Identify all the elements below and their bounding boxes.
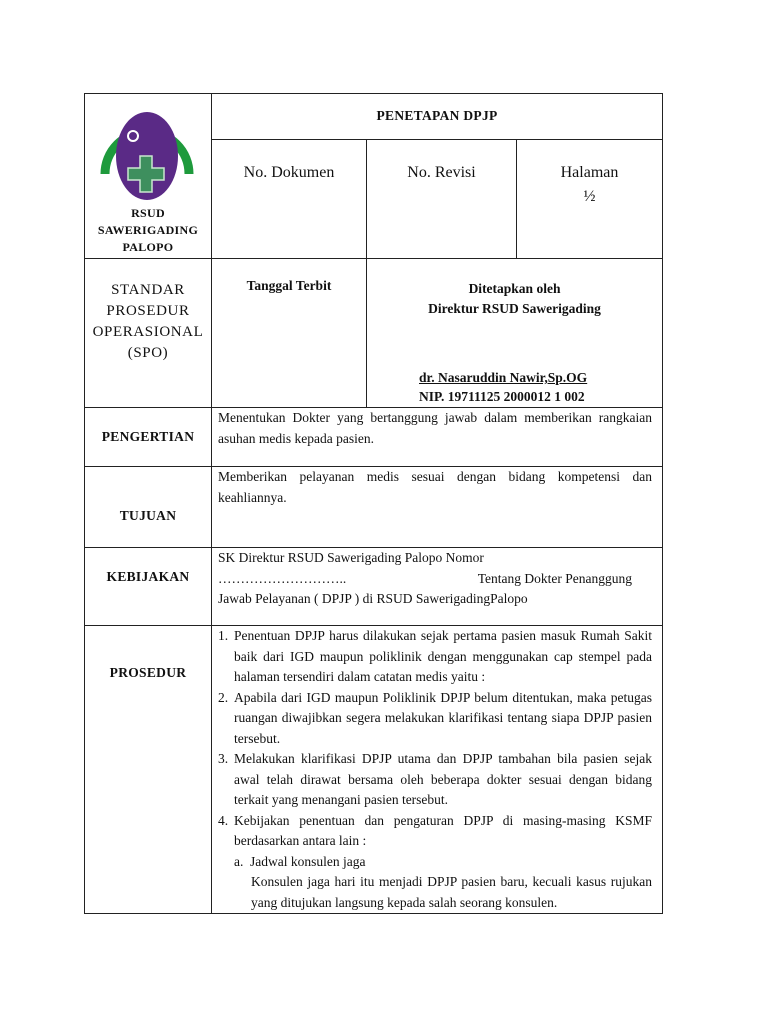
logo-cell: [85, 94, 212, 259]
kebijakan-line-1: SK Direktur RSUD Sawerigading Palopo Nomor: [218, 550, 484, 565]
ditetapkan-cell: [367, 259, 663, 408]
prosedur-subitem: [234, 852, 652, 873]
sub-text: Konsulen jaga hari itu menjadi DPJP pasien baru, kecuali kasus rujukan yang ditujukan langsung kepada salah seorang konsulen.: [251, 874, 653, 910]
kebijakan-label: KEBIJAKAN: [106, 569, 190, 584]
spo-document: [84, 93, 662, 914]
halaman-value: ½: [583, 188, 596, 205]
hospital-logo: [99, 98, 195, 206]
kebijakan-line-3: Jawab Pelayanan ( DPJP ) di RSUD SawerigadingPalopo: [218, 591, 528, 606]
prosedur-item: 2. Apabila dari IGD maupun Poliklinik DPJP belum ditentukan, maka petugas ruangan diwajibkan segera melakukan klarifikasi tentang siapa DPJP pasien tersebut.: [218, 689, 653, 746]
spo-line-3: OPERASIONAL: [92, 324, 204, 340]
halaman-cell: [517, 140, 663, 259]
spo-table: [84, 93, 663, 914]
spo-line-1: STANDAR: [111, 282, 185, 298]
signatory-name: dr. Nasaruddin Nawir,Sp.OG: [419, 370, 588, 385]
kebijakan-dots: ………………………..: [218, 570, 347, 586]
no-dokumen-cell: [212, 140, 367, 259]
sub-title: Jadwal konsulen jaga: [250, 853, 366, 869]
sub-num: a.: [234, 853, 244, 869]
prosedur-item: 3. Melakukan klarifikasi DPJP utama dan DPJP tambahan bila pasien sejak awal telah dirawat bersama oleh beberapa dokter sesuai dengan bidang terkait yang menangani pasien tersebut.: [218, 751, 653, 807]
ditetapkan-oleh: Ditetapkan oleh: [468, 281, 561, 296]
tujuan-label: TUJUAN: [119, 508, 177, 523]
org-line-1: RSUD: [131, 206, 165, 220]
pengertian-label: PENGERTIAN: [101, 429, 195, 444]
org-line-2: SAWERIGADING: [97, 223, 199, 237]
tanggal-terbit-label: Tanggal Terbit: [246, 278, 332, 293]
org-line-3: PALOPO: [122, 240, 174, 254]
kebijakan-label-cell: [85, 548, 212, 626]
document-title: PENETAPAN DPJP: [212, 94, 663, 140]
prosedur-content: [212, 626, 663, 914]
no-revisi-cell: [367, 140, 517, 259]
spo-cell: [85, 259, 212, 408]
halaman-label: Halaman: [560, 164, 619, 181]
org-name: [85, 205, 211, 256]
prosedur-label: PROSEDUR: [109, 665, 187, 680]
kebijakan-text: [212, 548, 663, 626]
prosedur-list: [218, 626, 652, 852]
tujuan-text: Memberikan pelayanan medis sesuai dengan bidang kompetensi dan keahliannya.: [212, 467, 663, 548]
direktur-title: Direktur RSUD Sawerigading: [428, 301, 601, 316]
spo-line-4: (SPO): [127, 345, 169, 361]
pengertian-text: Menentukan Dokter yang bertanggung jawab dalam memberikan rangkaian asuhan medis kepada pasien.: [212, 408, 663, 467]
signatory-nip: NIP. 19711125 2000012 1 002: [419, 389, 585, 404]
prosedur-item: 1. Penentuan DPJP harus dilakukan sejak pertama pasien masuk Rumah Sakit baik dari IGD maupun poliklinik dengan menggunakan cap stempel pada halaman tersendiri dalam catatan medis yaitu :: [218, 628, 653, 684]
pengertian-label-cell: [85, 408, 212, 467]
kebijakan-tentang: Tentang Dokter Penanggung: [477, 570, 633, 586]
no-revisi-label: No. Revisi: [407, 164, 476, 181]
prosedur-item: 4. Kebijakan penentuan dan pengaturan DPJP di masing-masing KSMF berdasarkan antara lain :: [218, 812, 653, 848]
tujuan-label-cell: [85, 467, 212, 548]
spo-line-2: PROSEDUR: [106, 303, 190, 319]
no-dokumen-label: No. Dokumen: [243, 164, 335, 181]
tanggal-terbit-cell: [212, 259, 367, 408]
prosedur-label-cell: [85, 626, 212, 914]
